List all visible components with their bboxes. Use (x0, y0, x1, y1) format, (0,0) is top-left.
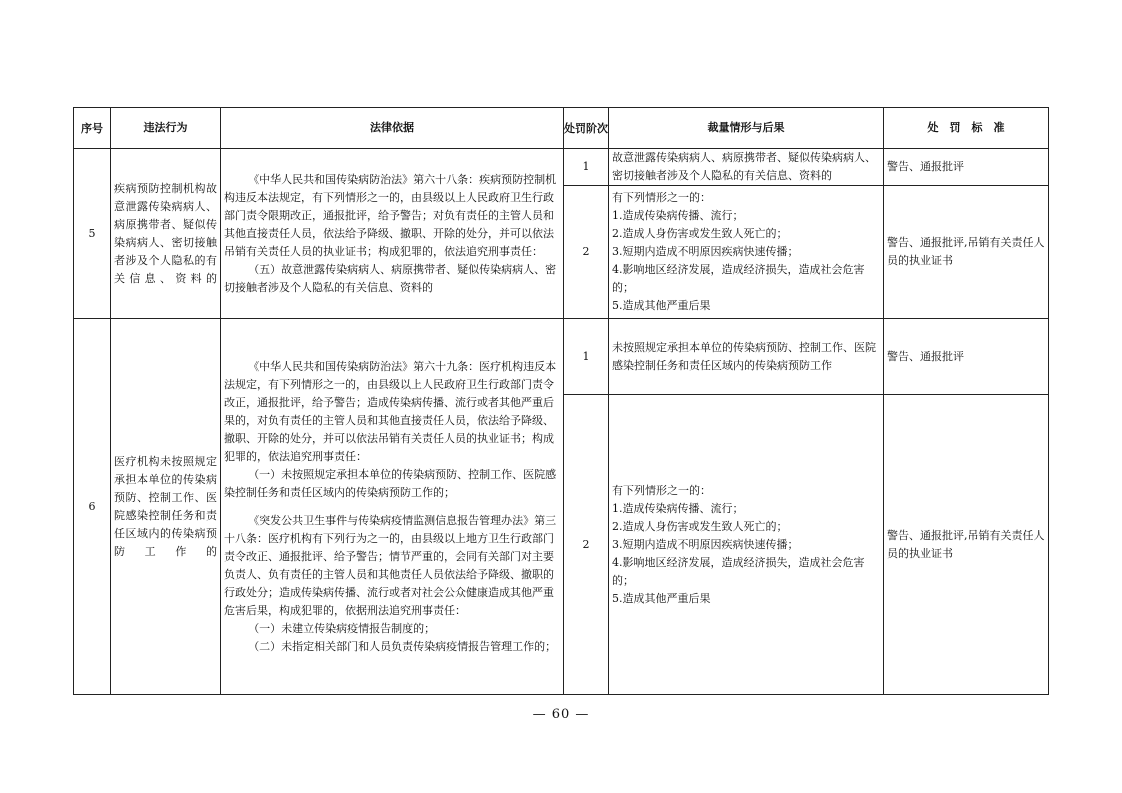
row-circumstance (609, 186, 884, 319)
circumstance-line: 1.造成传染病传播、流行； (612, 209, 744, 222)
paragraph-gap (224, 502, 560, 512)
row-violation: 医疗机构未按照规定承担本单位的传染病预防、控制工作、医院感染控制任务和责任区域内的传染病预防工作的 (111, 319, 221, 695)
header-seq: 序号 (74, 108, 111, 149)
row-circumstance (609, 149, 884, 186)
row-standard: 警告、通报批评 (884, 319, 1049, 395)
circumstance-line: 故意泄露传染病病人、病原携带者、疑似传染病病人、密切接触者涉及个人隐私的有关信息、资料的 (612, 151, 876, 182)
row-circumstance (609, 319, 884, 395)
table-row (74, 149, 1049, 186)
penalty-table (73, 107, 1049, 695)
basis-paragraph: 《中华人民共和国传染病防治法》第六十九条：医疗机构违反本法规定，有下列情形之一的，由县级以上人民政府卫生行政部门责令改正，通报批评，给予警告；造成传染病传播、流行或者其他严重后果的，对负有责任的主管人员和其他直接责任人员，依法给予降级、撤职、开除的处分，并可以依法吊销有关责任人员的执业证书；构成犯罪的，依法追究刑事责任： (224, 359, 557, 463)
circumstance-line: 2.造成人身伤害或发生致人死亡的； (612, 519, 788, 533)
circumstance-line: 1.造成传染病传播、流行； (612, 501, 744, 515)
row-standard: 警告、通报批评,吊销有关责任人员的执业证书 (884, 395, 1049, 695)
row-circumstance (609, 395, 884, 695)
row-standard: 警告、通报批评,吊销有关责任人员的执业证书 (884, 186, 1049, 319)
circumstance-line: 5.造成其他严重后果 (612, 591, 711, 605)
page-number: — 60 — (532, 707, 590, 722)
table-row (74, 319, 1049, 395)
circumstance-line: 4.影响地区经济发展，造成经济损失，造成社会危害的； (612, 263, 865, 294)
basis-paragraph: 《突发公共卫生事件与传染病疫情监测信息报告管理办法》第三十八条：医疗机构有下列行为之一的，由县级以上地方卫生行政部门责令改正、通报批评、给予警告；情节严重的，会同有关部门对主要负责人、负有责任的主管人员和其他责任人员依法给予降级、撤职的行政处分；造成传染病传播、流行或者对社会公众健康造成其他严重危害后果，构成犯罪的，依据刑法追究刑事责任： (224, 513, 557, 617)
header-violation: 违法行为 (111, 108, 221, 149)
circumstance-line: 有下列情形之一的： (612, 191, 711, 204)
row-standard: 警告、通报批评 (884, 149, 1049, 186)
row-legal-basis (221, 319, 564, 695)
circumstance-line: 5.造成其他严重后果 (612, 299, 711, 312)
header-basis: 法律依据 (221, 108, 564, 149)
basis-paragraph: （二）未指定相关部门和人员负责传染病疫情报告管理工作的； (248, 639, 557, 653)
circumstance-line: 3.短期内造成不明原因疾病快速传播； (612, 537, 799, 551)
row-seq: 5 (74, 149, 111, 319)
table-header-row (74, 108, 1049, 149)
header-circumstance: 裁量情形与后果 (609, 108, 884, 149)
row-seq: 6 (74, 319, 111, 695)
header-standard: 处 罚 标 准 (884, 108, 1049, 149)
circumstance-line: 2.造成人身伤害或发生致人死亡的； (612, 227, 788, 240)
row-tier: 1 (564, 319, 609, 395)
row-tier: 2 (564, 395, 609, 695)
basis-paragraph: 《中华人民共和国传染病防治法》第六十八条：疾病预防控制机构违反本法规定，有下列情形之一的，由县级以上人民政府卫生行政部门责令限期改正，通报批评，给予警告；对负有责任的主管人员和其他直接责任人员，依法给予降级、撤职、开除的处分，并可以依法吊销有关责任人员的执业证书；构成犯罪的，依法追究刑事责任： (224, 172, 557, 258)
basis-paragraph: （五）故意泄露传染病病人、病原携带者、疑似传染病病人、密切接触者涉及个人隐私的有关信息、资料的 (224, 262, 557, 294)
row-legal-basis (221, 149, 564, 319)
circumstance-line: 3.短期内造成不明原因疾病快速传播； (612, 245, 799, 258)
basis-paragraph: （一）未按照规定承担本单位的传染病预防、控制工作、医院感染控制任务和责任区域内的传染病预防工作的； (224, 467, 557, 499)
header-tier: 处罚阶次 (564, 108, 609, 149)
circumstance-line: 未按照规定承担本单位的传染病预防、控制工作、医院感染控制任务和责任区域内的传染病预防工作 (612, 340, 876, 372)
row-tier: 1 (564, 149, 609, 186)
circumstance-line: 有下列情形之一的： (612, 483, 711, 497)
row-tier: 2 (564, 186, 609, 319)
row-violation: 疾病预防控制机构故意泄露传染病病人、病原携带者、疑似传染病病人、密切接触者涉及个人隐私的有关信息、资料的 (111, 149, 221, 319)
basis-paragraph: （一）未建立传染病疫情报告制度的； (248, 621, 436, 635)
circumstance-line: 4.影响地区经济发展，造成经济损失，造成社会危害的； (612, 555, 865, 587)
